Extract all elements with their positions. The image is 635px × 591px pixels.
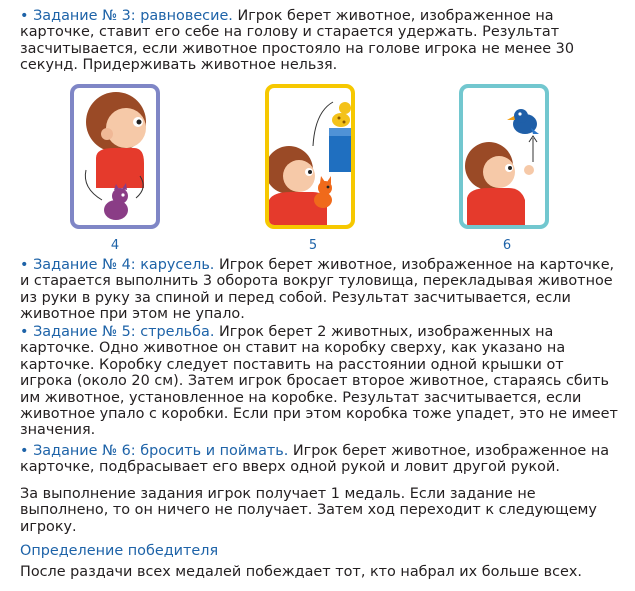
task3-title: Задание № 3: равновесие. xyxy=(33,8,233,24)
task6-bullet: • xyxy=(20,443,29,459)
task4-title: Задание № 4: карусель. xyxy=(33,257,215,273)
card-5 xyxy=(265,84,355,229)
task5-paragraph xyxy=(20,324,620,439)
medal-paragraph: За выполнение задания игрок получает 1 медаль. Если задание не выполнено, то он ничего не получает. Затем ход переходит к следующему игроку. xyxy=(20,486,597,535)
task3-paragraph xyxy=(20,8,620,74)
winner-text: После раздачи всех медалей побеждает тот, кто набрал их больше всех. xyxy=(20,564,582,580)
card-6 xyxy=(459,84,549,229)
card-4-illustration xyxy=(74,88,156,225)
card-6-number: 6 xyxy=(502,238,512,253)
task4-bullet: • xyxy=(20,257,29,273)
task3-bullet: • xyxy=(20,8,29,24)
card-4-number: 4 xyxy=(110,238,120,253)
task5-text: Игрок берет 2 животных, изображенных на карточке. Одно животное он ставит на коробку сверху, как указано на карточке. Коробку следует поставить на расстоянии одной крышки от игрока (около 20 см). Затем игрок бросает второе животное, стараясь сбить им животное, установленное на коробке. Результат засчитывается, если животное упало с коробки. Если при этом коробка тоже упадет, это не имеет значения. xyxy=(20,324,618,439)
card-5-number: 5 xyxy=(308,238,318,253)
card-4 xyxy=(70,84,160,229)
task6-title: Задание № 6: бросить и поймать. xyxy=(33,443,289,459)
winner-heading: Определение победителя xyxy=(20,543,219,559)
task-cards-row xyxy=(0,84,635,254)
task5-title: Задание № 5: стрельба. xyxy=(33,324,215,340)
task3-text: Игрок берет животное, изображенное на карточке, ставит его себе на голову и старается удержать. Результат засчитывается, если животное простояло на голове игрока не менее 30 секунд. Придерживать животное нельзя. xyxy=(20,8,574,74)
task5-bullet: • xyxy=(20,324,29,340)
task4-paragraph xyxy=(20,257,620,323)
task4-text: Игрок берет животное, изображенное на карточке, и старается выполнить 3 оборота вокруг туловища, перекладывая животное из руки в руку за спиной и перед собой. Результат засчитывается, если животное при этом не упало. xyxy=(20,257,615,323)
task6-text: Игрок берет животное, изображенное на карточке, подбрасывает его вверх одной рукой и ловит другой рукой. xyxy=(20,443,610,476)
card-5-illustration xyxy=(269,88,351,225)
card-6-illustration xyxy=(463,88,545,225)
task6-paragraph xyxy=(20,443,620,476)
